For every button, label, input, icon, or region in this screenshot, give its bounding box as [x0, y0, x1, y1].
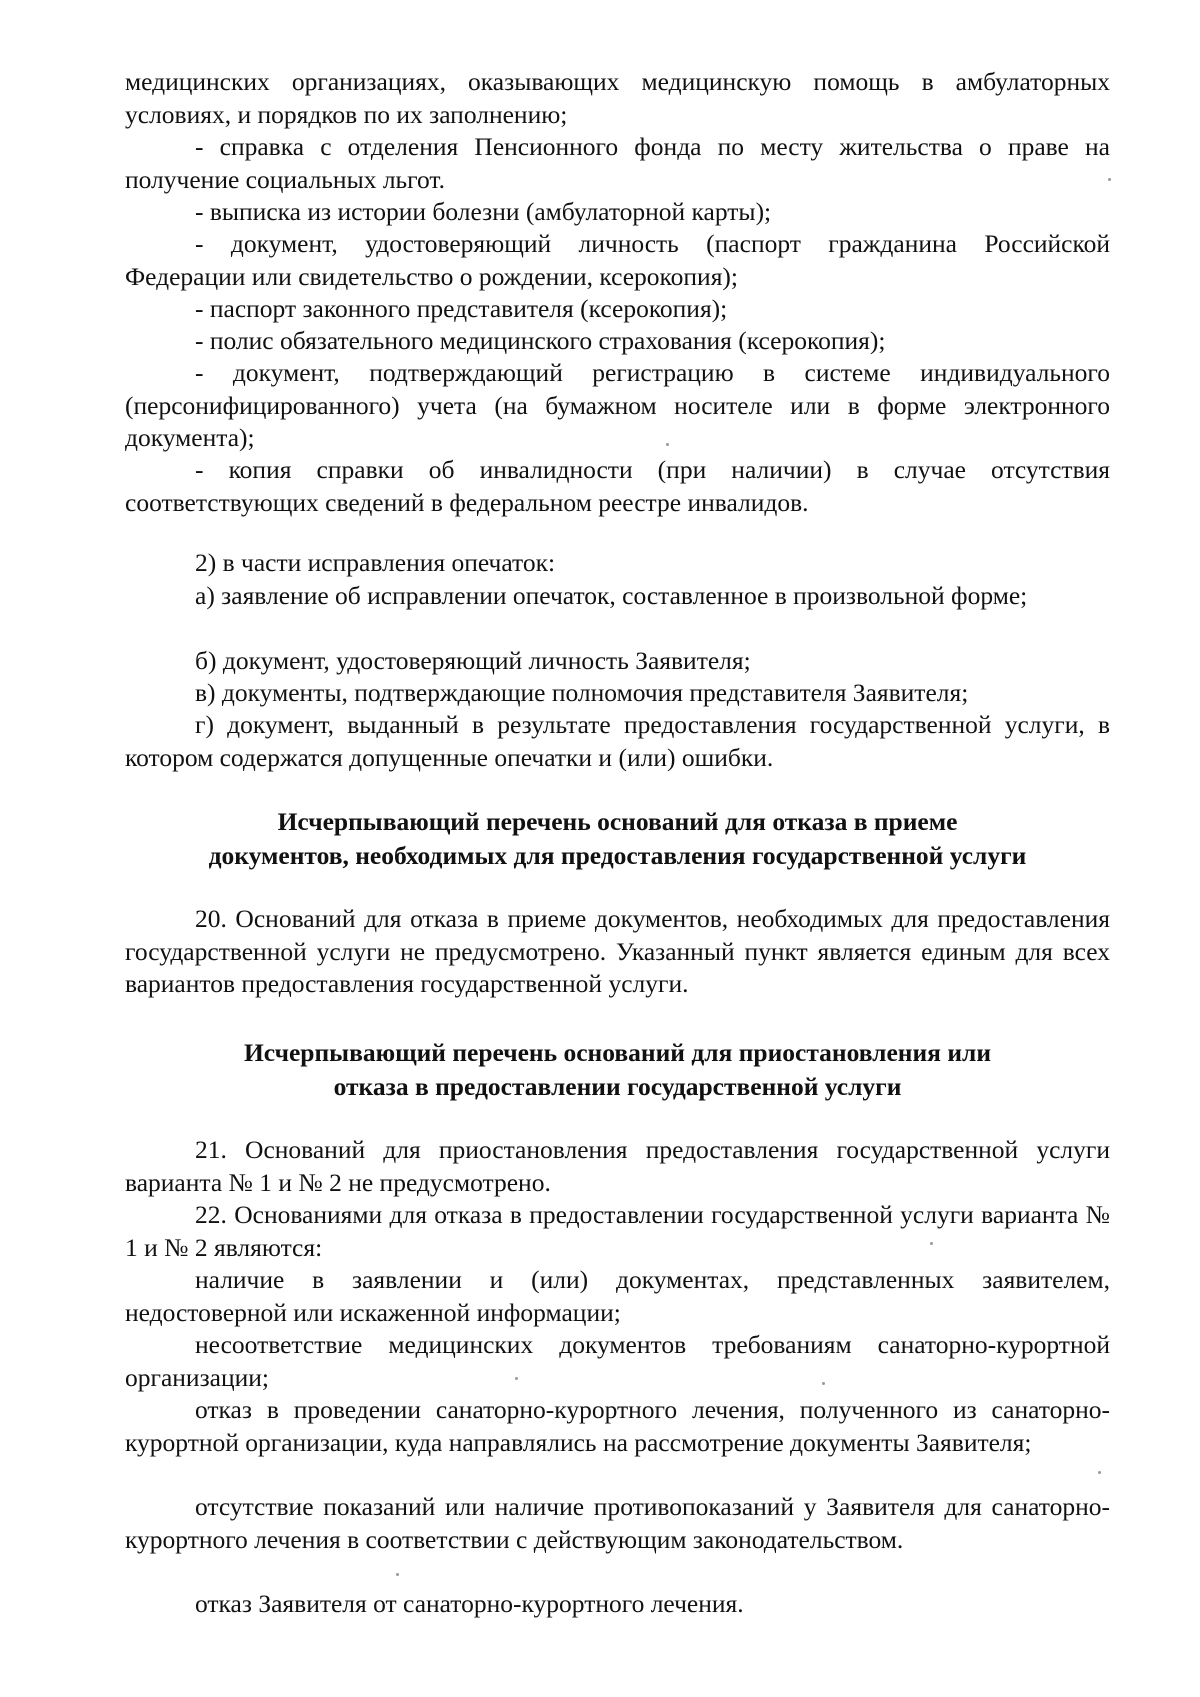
section-heading-suspension-refusal — [125, 1036, 1110, 1104]
heading-line: Исчерпывающий перечень оснований для приостановления или — [243, 1038, 992, 1067]
paragraph-typos-c: в) документы, подтверждающие полномочия представителя Заявителя; — [195, 678, 969, 707]
paragraph-ground-noncompliance: несоответствие медицинских документов требованиям санаторно-курортной организации; — [125, 1330, 1110, 1392]
section-heading-refusal-acceptance — [125, 805, 1110, 873]
paragraph-typos-a: а) заявление об исправлении опечаток, составленное в произвольной форме; — [195, 581, 1028, 610]
paragraph-ground-refusal-treatment: отказ в проведении санаторно-курортного лечения, полученного из санаторно-курортной организации, куда направлялись на рассмотрение документы Заявителя; — [125, 1395, 1110, 1457]
paragraph-registration-document: - документ, подтверждающий регистрацию в системе индивидуального (персонифицированного) учета (на бумажном носителе или в форме электронного документа); — [125, 358, 1110, 452]
paragraph-typos-intro: 2) в части исправления опечаток: — [195, 548, 556, 577]
paragraph-continuation: медицинских организациях, оказывающих медицинскую помощь в амбулаторных условиях, и порядков по их заполнению; — [125, 67, 1110, 129]
heading-line: Исчерпывающий перечень оснований для отказа в приеме — [277, 807, 958, 836]
paragraph-ground-false-info: наличие в заявлении и (или) документах, представленных заявителем, недостоверной или искаженной информации; — [125, 1265, 1110, 1327]
scan-speck — [822, 1382, 825, 1385]
scan-speck — [515, 1377, 518, 1380]
scan-speck — [1098, 1471, 1101, 1474]
paragraph-typos-b: б) документ, удостоверяющий личность Заявителя; — [195, 646, 751, 675]
paragraph-medical-history-extract: - выписка из истории болезни (амбулаторной карты); — [195, 197, 772, 226]
paragraph-ground-applicant-refusal: отказ Заявителя от санаторно-курортного лечения. — [195, 1589, 744, 1618]
scan-speck — [930, 1242, 933, 1245]
scan-speck — [1108, 178, 1111, 181]
paragraph-22: 22. Основаниями для отказа в предоставлении государственной услуги варианта № 1 и № 2 являются: — [125, 1200, 1110, 1262]
paragraph-pension-fund-certificate: - справка с отделения Пенсионного фонда по месту жительства о праве на получение социальных льгот. — [125, 132, 1110, 194]
paragraph-21: 21. Оснований для приостановления предоставления государственной услуги варианта № 1 и № 2 не предусмотрено. — [125, 1135, 1110, 1197]
paragraph-typos-d: г) документ, выданный в результате предоставления государственной услуги, в котором содержатся допущенные опечатки и (или) ошибки. — [125, 710, 1110, 772]
paragraph-representative-passport: - паспорт законного представителя (ксерокопия); — [195, 294, 728, 323]
paragraph-identity-document: - документ, удостоверяющий личность (паспорт гражданина Российской Федерации или свидетельство о рождении, ксерокопия); — [125, 229, 1110, 291]
paragraph-disability-certificate: - копия справки об инвалидности (при наличии) в случае отсутствия соответствующих сведений в федеральном реестре инвалидов. — [125, 455, 1110, 517]
paragraph-ground-contraindications: отсутствие показаний или наличие противопоказаний у Заявителя для санаторно-курортного лечения в соответствии с действующим законодательством. — [125, 1492, 1110, 1554]
heading-line: документов, необходимых для предоставления государственной услуги — [208, 841, 1027, 870]
paragraph-insurance-policy: - полис обязательного медицинского страхования (ксерокопия); — [195, 326, 886, 355]
scan-speck — [666, 443, 669, 446]
scan-speck — [396, 1573, 399, 1576]
paragraph-20: 20. Оснований для отказа в приеме документов, необходимых для предоставления государственной услуги не предусмотрено. Указанный пункт является единым для всех вариантов предоставления государственной услуги. — [125, 904, 1110, 998]
heading-line: отказа в предоставлении государственной услуги — [333, 1072, 902, 1101]
